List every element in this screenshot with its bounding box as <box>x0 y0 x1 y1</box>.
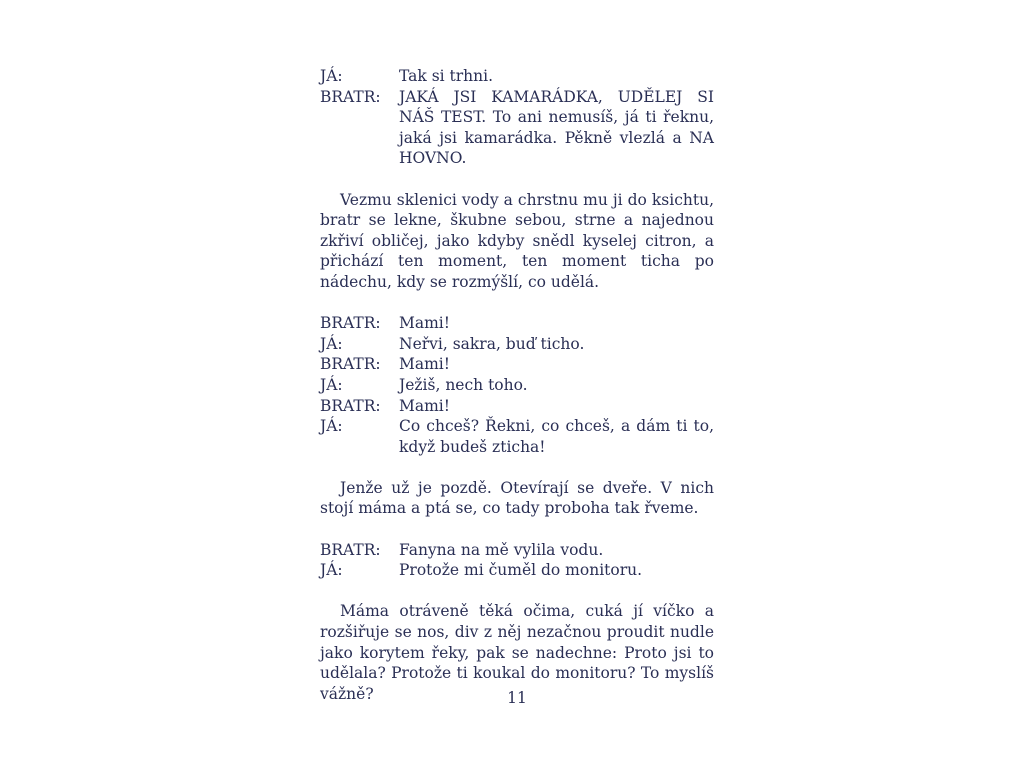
blank-line <box>320 293 714 314</box>
dialogue-text: Tak si trhni. <box>399 67 494 85</box>
blank-line <box>320 457 714 478</box>
dialogue-line <box>320 313 714 334</box>
dialogue-line <box>320 375 714 396</box>
narrative-paragraph: Vezmu sklenici vody a chrstnu mu ji do ksichtu, bratr se lekne, škubne sebou, strne a najednou zkřiví obličej, jako kdyby snědl kyselej citron, a přichází ten moment, ten moment ticha po nádechu, kdy se rozmýšlí, co udělá. <box>320 190 714 291</box>
narrative-paragraph: Jenže už je pozdě. Otevírají se dveře. V nich stojí máma a ptá se, co tady proboha tak řveme. <box>320 478 714 518</box>
blank-line <box>320 581 714 602</box>
dialogue-line <box>320 87 714 169</box>
blank-line <box>320 169 714 190</box>
dialogue-text: JAKÁ JSI KAMARÁDKA, UDĚLEJ SI NÁŠ TEST. To ani nemusíš, já ti řeknu, jaká jsi kamarádka. Pěkně vlezlá a NA HOVNO. <box>399 87 714 168</box>
dialogue-line <box>320 66 714 87</box>
speaker-label: JÁ: <box>320 417 343 436</box>
dialogue-text: Fanyna na mě vylila vodu. <box>399 540 604 559</box>
dialogue-line <box>320 334 714 355</box>
page-number: 11 <box>507 689 527 707</box>
dialogue-text: Mami! <box>399 396 450 415</box>
speaker-label: BRATR: <box>320 540 381 559</box>
dialogue-line <box>320 416 714 457</box>
speaker-label: BRATR: <box>320 396 381 415</box>
speaker-label: JÁ: <box>320 67 343 85</box>
dialogue-line <box>320 560 714 581</box>
dialogue-line <box>320 354 714 375</box>
dialogue-text: Ježiš, nech toho. <box>399 375 528 394</box>
narrative-paragraph: Máma otráveně těká očima, cuká jí víčko a rozšiřuje se nos, div z něj nezačnou proudit nudle jako korytem řeky, pak se nadechne: Proto jsi to udělala? Protože ti koukal do monitoru? To myslíš vážně? <box>320 602 714 703</box>
dialogue-text: Mami! <box>399 314 450 333</box>
speaker-label: BRATR: <box>320 314 381 333</box>
speaker-label: BRATR: <box>320 355 381 374</box>
speaker-label: JÁ: <box>320 334 343 353</box>
dialogue-text: Mami! <box>399 355 450 374</box>
speaker-label: BRATR: <box>320 87 381 106</box>
page-text <box>320 66 714 704</box>
speaker-label: JÁ: <box>320 561 343 580</box>
dialogue-text: Neřvi, sakra, buď ticho. <box>399 334 585 353</box>
dialogue-text: Co chceš? Řekni, co chceš, a dám ti to, když budeš zticha! <box>399 417 714 456</box>
dialogue-line <box>320 540 714 561</box>
dialogue-line <box>320 396 714 417</box>
blank-line <box>320 519 714 540</box>
dialogue-text: Protože mi čuměl do monitoru. <box>399 561 643 580</box>
speaker-label: JÁ: <box>320 375 343 394</box>
